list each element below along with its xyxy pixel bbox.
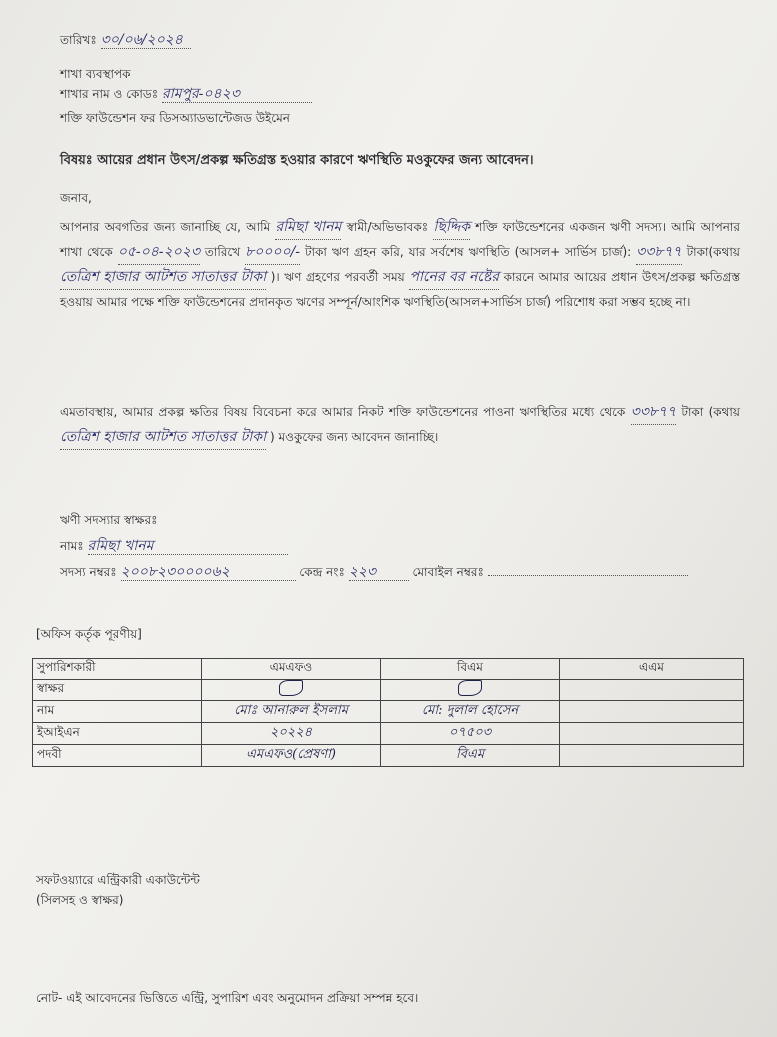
date-line [60,32,191,49]
p1-text-g: )। ঋণ গ্রহণের পরবর্তী সময় [270,270,405,284]
cause-field: পানের বর নষ্টের [409,265,499,290]
p1-text-b: স্বামী/অভিভাবকঃ [346,220,429,234]
p2-text-a: এমতাবস্থায়, আমার প্রকল্প ক্ষতির বিষয় বিবেচনা করে আমার নিকট শক্তি ফাউন্ডেশনের পাওনা ঋণস্থিতির মধ্যে থেকে [60,405,626,419]
loan-date-field: ০৫-০৪-২০২৩ [118,240,200,265]
mobile-label: মোবাইল নম্বরঃ [412,565,484,579]
mfo-ein: ২০২২৪ [202,723,381,745]
accountant-sub: (সিলসহ ও স্বাক্ষর) [36,893,124,907]
row-label-name: নাম [33,701,202,723]
am-designation [560,745,744,767]
name-row [33,701,744,723]
center-label: কেন্দ্র নংঃ [299,565,345,579]
p1-text-c: শক্তি ফাউন্ডেশনের একজন ঋণী সদস্য। আমি আপনার শাখা থেকে [60,220,740,259]
mobile-value [488,575,688,576]
accountant-label: সফটওয়্যারে এন্ট্রিকারী একাউন্টেন্ট [36,873,200,887]
waiver-amount-field: ৩৩৮৭৭ [631,400,677,425]
branch-value: রামপুর-০৪২৩ [162,86,312,103]
member-id-line [60,564,688,581]
ein-row [33,723,744,745]
bm-designation: বিএম [381,745,560,767]
member-name-line [60,538,288,555]
p1-text-e: টাকা ঋণ গ্রহন করি, যার সর্বশেষ ঋণস্থিতি (আসল+ সার্ভিস চার্জ): [305,245,632,259]
member-name-label: নামঃ [60,539,84,553]
member-name-field: রমিছা খানম [275,215,341,240]
bm-signature [381,680,560,701]
waiver-words-field: তেত্রিশ হাজার আটশত সাতাত্তর টাকা [60,425,266,450]
p1-text-d: তারিখে [204,245,241,259]
note-line: নোট- এই আবেদনের ভিত্তিতে এন্ট্রি, সুপারিশ এবং অনুমোদন প্রক্রিয়া সম্পন্ন হবে। [36,991,419,1005]
loan-amount-field: ৮০০০০/- [245,240,300,265]
guardian-field: ছিদ্দিক [433,215,470,240]
p1-text-h: কারনে আমার আয়ের প্রধান উৎস/প্রকল্প ক্ষতিগ্রস্ত হওয়ায় আমার পক্ষে শক্তি ফাউন্ডেশনের প্রদানকৃত ঋণের সম্পূর্ন/আংশিক ঋণস্থিতি(আসল+সার্ভিস চার্জ) পরিশোধ করা সম্ভব হচ্ছে না। [60,270,740,309]
center-value: ২২৩ [349,564,409,581]
p1-text-a: আপনার অবগতির জন্য জানাচ্ছি যে, আমি [60,220,271,234]
mfo-signature [202,680,381,701]
mfo-designation: এমএফও(প্রেষণা) [202,745,381,767]
office-table [32,658,744,767]
org-line: শক্তি ফাউন্ডেশন ফর ডিসঅ্যাডভান্টেজড উইমেন [60,111,290,125]
header-am: এএম [560,659,744,680]
member-id-value: ২০০৮২৩০০০০৬২ [121,564,296,581]
bm-signature-mark [458,680,482,696]
member-id-label: সদস্য নম্বরঃ [60,565,117,579]
p2-text-b: টাকা (কথায় [681,405,740,419]
member-sign-label: ঋণী সদস্যার স্বাক্ষরঃ [60,513,158,527]
date-label: তারিখঃ [60,33,97,47]
outstanding-words-field: তেত্রিশ হাজার আটশত সাতাত্তর টাকা [60,265,266,290]
branch-line [60,86,312,103]
header-bm: বিএম [381,659,560,680]
row-label-designation: পদবী [33,745,202,767]
row-label-signature: স্বাক্ষর [33,680,202,701]
am-name [560,701,744,723]
mfo-signature-mark [279,680,303,696]
office-title: [অফিস কর্তৃক পূরণীয়] [36,627,142,641]
branch-label: শাখার নাম ও কোডঃ [60,87,159,101]
member-name-value: রমিছা খানম [88,538,288,555]
mfo-name: মোঃ আনারুল ইসলাম [202,701,381,723]
am-signature [560,680,744,701]
office-header-row [33,659,744,680]
paragraph-1 [60,215,740,314]
header-mfo: এমএফও [202,659,381,680]
designation-row [33,745,744,767]
subject-heading: বিষয়ঃ আয়ের প্রধান উৎস/প্রকল্প ক্ষতিগ্রস্ত হওয়ার কারণে ঋণস্থিতি মওকুফের জন্য আবেদন। [60,153,534,168]
bm-name: মো: দুলাল হোসেন [381,701,560,723]
header-recommender: সুপারিশকারী [33,659,202,680]
signature-row [33,680,744,701]
paragraph-2 [60,400,740,450]
bm-ein: ০৭৫০৩ [381,723,560,745]
manager-line: শাখা ব্যবস্থাপক [60,67,131,81]
p2-text-c: ) মওকুফের জন্য আবেদন জানাচ্ছি। [269,430,439,444]
date-value: ৩০/০৬/২০২৪ [101,32,191,49]
am-ein [560,723,744,745]
row-label-ein: ইআইএন [33,723,202,745]
outstanding-field: ৩৩৮৭৭ [636,240,682,265]
salutation: জনাব, [60,191,92,205]
p1-text-f: টাকা(কথায় [686,245,740,259]
